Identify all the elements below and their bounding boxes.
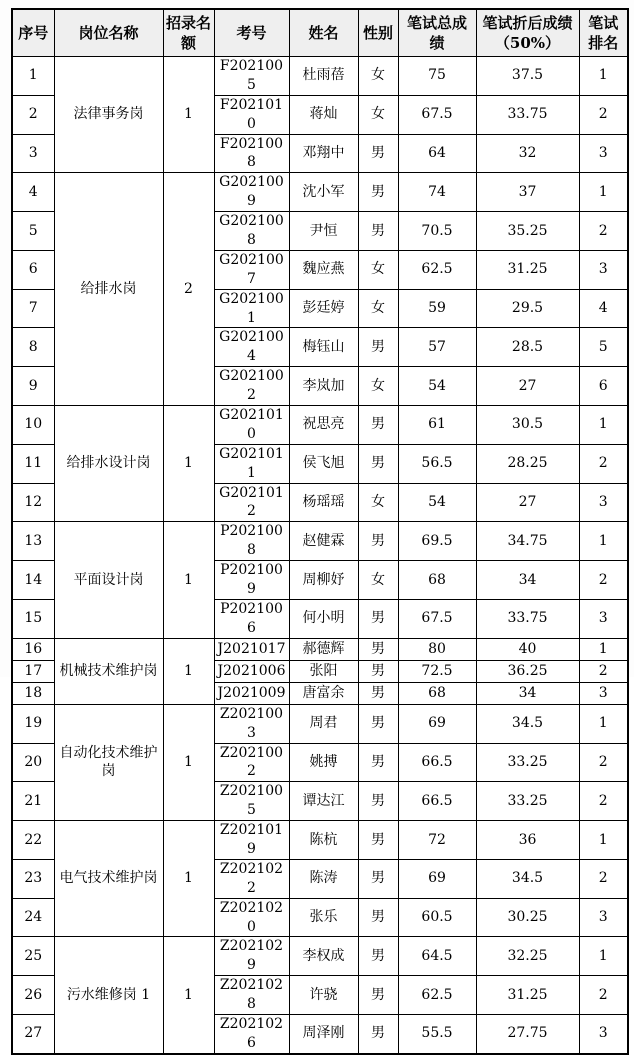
- exam-no-cell: F2021008: [214, 134, 289, 173]
- column-header-exam_no: 考号: [214, 9, 289, 57]
- column-header-position: 岗位名称: [54, 9, 163, 57]
- table-row: [12, 173, 628, 212]
- total-score-cell: 55.5: [398, 1014, 476, 1053]
- name-cell: 魏应燕: [289, 250, 358, 289]
- name-cell: 邓翔中: [289, 134, 358, 173]
- weighted-score-cell: 33.75: [476, 95, 579, 134]
- serial-cell: 10: [12, 406, 54, 445]
- gender-cell: 男: [358, 898, 398, 937]
- rank-cell: 4: [579, 289, 628, 328]
- exam-no-cell: Z2021020: [214, 898, 289, 937]
- exam-no-cell: Z2021026: [214, 1014, 289, 1053]
- gender-cell: 男: [358, 1014, 398, 1053]
- weighted-score-cell: 30.25: [476, 898, 579, 937]
- column-header-total_score: 笔试总成绩: [398, 9, 476, 57]
- quota-cell: 1: [163, 821, 214, 937]
- column-header-quota: 招录名额: [163, 9, 214, 57]
- gender-cell: 女: [358, 561, 398, 600]
- total-score-cell: 59: [398, 289, 476, 328]
- total-score-cell: 69: [398, 859, 476, 898]
- gender-cell: 男: [358, 638, 398, 660]
- column-header-gender: 性别: [358, 9, 398, 57]
- name-cell: 梅钰山: [289, 328, 358, 367]
- name-cell: 蒋灿: [289, 95, 358, 134]
- rank-cell: 2: [579, 212, 628, 251]
- name-cell: 周君: [289, 704, 358, 743]
- name-cell: 张乐: [289, 898, 358, 937]
- total-score-cell: 72.5: [398, 660, 476, 682]
- written-exam-score-table: [11, 8, 629, 1055]
- total-score-cell: 68: [398, 561, 476, 600]
- name-cell: 张阳: [289, 660, 358, 682]
- quota-cell: 1: [163, 57, 214, 173]
- total-score-cell: 80: [398, 638, 476, 660]
- name-cell: 何小明: [289, 599, 358, 638]
- position-cell: 平面设计岗: [54, 522, 163, 638]
- total-score-cell: 54: [398, 483, 476, 522]
- rank-cell: 1: [579, 57, 628, 96]
- name-cell: 周泽刚: [289, 1014, 358, 1053]
- quota-cell: 1: [163, 638, 214, 704]
- rank-cell: 6: [579, 367, 628, 406]
- serial-cell: 6: [12, 250, 54, 289]
- rank-cell: 1: [579, 937, 628, 976]
- rank-cell: 1: [579, 173, 628, 212]
- name-cell: 陈杭: [289, 821, 358, 860]
- serial-cell: 13: [12, 522, 54, 561]
- serial-cell: 2: [12, 95, 54, 134]
- total-score-cell: 62.5: [398, 976, 476, 1015]
- name-cell: 尹恒: [289, 212, 358, 251]
- serial-cell: 5: [12, 212, 54, 251]
- quota-cell: 2: [163, 173, 214, 406]
- exam-no-cell: Z2021022: [214, 859, 289, 898]
- weighted-score-cell: 34: [476, 561, 579, 600]
- weighted-score-cell: 37.5: [476, 57, 579, 96]
- exam-no-cell: Z2021005: [214, 782, 289, 821]
- total-score-cell: 64: [398, 134, 476, 173]
- gender-cell: 男: [358, 743, 398, 782]
- table-row: [12, 821, 628, 860]
- exam-no-cell: J2021017: [214, 638, 289, 660]
- exam-no-cell: Z2021019: [214, 821, 289, 860]
- name-cell: 赵健霖: [289, 522, 358, 561]
- weighted-score-cell: 34: [476, 682, 579, 704]
- weighted-score-cell: 34.75: [476, 522, 579, 561]
- name-cell: 沈小军: [289, 173, 358, 212]
- rank-cell: 3: [579, 599, 628, 638]
- weighted-score-cell: 40: [476, 638, 579, 660]
- serial-cell: 21: [12, 782, 54, 821]
- weighted-score-cell: 36: [476, 821, 579, 860]
- serial-cell: 15: [12, 599, 54, 638]
- quota-cell: 1: [163, 522, 214, 638]
- column-header-name: 姓名: [289, 9, 358, 57]
- gender-cell: 男: [358, 328, 398, 367]
- serial-cell: 14: [12, 561, 54, 600]
- name-cell: 李岚加: [289, 367, 358, 406]
- gender-cell: 男: [358, 660, 398, 682]
- total-score-cell: 69: [398, 704, 476, 743]
- rank-cell: 2: [579, 976, 628, 1015]
- weighted-score-cell: 32.25: [476, 937, 579, 976]
- total-score-cell: 66.5: [398, 743, 476, 782]
- exam-no-cell: G2021008: [214, 212, 289, 251]
- position-cell: 给排水岗: [54, 173, 163, 406]
- table-row: [12, 638, 628, 660]
- weighted-score-cell: 36.25: [476, 660, 579, 682]
- weighted-score-cell: 32: [476, 134, 579, 173]
- exam-no-cell: G2021007: [214, 250, 289, 289]
- gender-cell: 女: [358, 483, 398, 522]
- total-score-cell: 60.5: [398, 898, 476, 937]
- total-score-cell: 74: [398, 173, 476, 212]
- quota-cell: 1: [163, 406, 214, 522]
- weighted-score-cell: 31.25: [476, 976, 579, 1015]
- name-cell: 谭达江: [289, 782, 358, 821]
- weighted-score-cell: 37: [476, 173, 579, 212]
- serial-cell: 23: [12, 859, 54, 898]
- exam-no-cell: J2021009: [214, 682, 289, 704]
- gender-cell: 男: [358, 704, 398, 743]
- total-score-cell: 62.5: [398, 250, 476, 289]
- gender-cell: 男: [358, 406, 398, 445]
- gender-cell: 女: [358, 289, 398, 328]
- gender-cell: 男: [358, 522, 398, 561]
- rank-cell: 1: [579, 406, 628, 445]
- gender-cell: 男: [358, 212, 398, 251]
- serial-cell: 9: [12, 367, 54, 406]
- weighted-score-cell: 35.25: [476, 212, 579, 251]
- table-row: [12, 522, 628, 561]
- gender-cell: 男: [358, 976, 398, 1015]
- serial-cell: 17: [12, 660, 54, 682]
- total-score-cell: 75: [398, 57, 476, 96]
- exam-no-cell: G2021002: [214, 367, 289, 406]
- total-score-cell: 72: [398, 821, 476, 860]
- position-cell: 法律事务岗: [54, 57, 163, 173]
- name-cell: 姚搏: [289, 743, 358, 782]
- exam-no-cell: Z2021028: [214, 976, 289, 1015]
- column-header-weighted_score: 笔试折后成绩（50%）: [476, 9, 579, 57]
- exam-no-cell: P2021009: [214, 561, 289, 600]
- exam-no-cell: P2021006: [214, 599, 289, 638]
- serial-cell: 7: [12, 289, 54, 328]
- total-score-cell: 66.5: [398, 782, 476, 821]
- weighted-score-cell: 33.75: [476, 599, 579, 638]
- rank-cell: 3: [579, 483, 628, 522]
- table-row: [12, 704, 628, 743]
- weighted-score-cell: 34.5: [476, 704, 579, 743]
- name-cell: 陈涛: [289, 859, 358, 898]
- position-cell: 机械技术维护岗: [54, 638, 163, 704]
- table-body: [12, 57, 628, 1054]
- gender-cell: 男: [358, 173, 398, 212]
- weighted-score-cell: 33.25: [476, 743, 579, 782]
- exam-no-cell: G2021001: [214, 289, 289, 328]
- weighted-score-cell: 34.5: [476, 859, 579, 898]
- exam-no-cell: G2021011: [214, 444, 289, 483]
- name-cell: 侯飞旭: [289, 444, 358, 483]
- gender-cell: 男: [358, 782, 398, 821]
- weighted-score-cell: 27: [476, 483, 579, 522]
- serial-cell: 24: [12, 898, 54, 937]
- name-cell: 许骁: [289, 976, 358, 1015]
- rank-cell: 2: [579, 743, 628, 782]
- rank-cell: 3: [579, 1014, 628, 1053]
- rank-cell: 3: [579, 250, 628, 289]
- gender-cell: 男: [358, 682, 398, 704]
- gender-cell: 男: [358, 599, 398, 638]
- weighted-score-cell: 27: [476, 367, 579, 406]
- name-cell: 唐富余: [289, 682, 358, 704]
- rank-cell: 5: [579, 328, 628, 367]
- name-cell: 彭廷婷: [289, 289, 358, 328]
- column-header-serial: 序号: [12, 9, 54, 57]
- table-header: [12, 9, 628, 57]
- total-score-cell: 61: [398, 406, 476, 445]
- weighted-score-cell: 27.75: [476, 1014, 579, 1053]
- gender-cell: 女: [358, 250, 398, 289]
- total-score-cell: 67.5: [398, 599, 476, 638]
- gender-cell: 男: [358, 821, 398, 860]
- total-score-cell: 64.5: [398, 937, 476, 976]
- rank-cell: 3: [579, 682, 628, 704]
- quota-cell: 1: [163, 937, 214, 1054]
- rank-cell: 3: [579, 134, 628, 173]
- weighted-score-cell: 28.25: [476, 444, 579, 483]
- gender-cell: 男: [358, 134, 398, 173]
- total-score-cell: 67.5: [398, 95, 476, 134]
- rank-cell: 1: [579, 522, 628, 561]
- exam-no-cell: G2021010: [214, 406, 289, 445]
- position-cell: 自动化技术维护岗: [54, 704, 163, 820]
- exam-no-cell: Z2021002: [214, 743, 289, 782]
- weighted-score-cell: 29.5: [476, 289, 579, 328]
- exam-no-cell: J2021006: [214, 660, 289, 682]
- exam-no-cell: G2021012: [214, 483, 289, 522]
- gender-cell: 女: [358, 95, 398, 134]
- serial-cell: 3: [12, 134, 54, 173]
- rank-cell: 2: [579, 95, 628, 134]
- table-row: [12, 406, 628, 445]
- rank-cell: 2: [579, 660, 628, 682]
- name-cell: 李权成: [289, 937, 358, 976]
- exam-no-cell: G2021004: [214, 328, 289, 367]
- serial-cell: 4: [12, 173, 54, 212]
- serial-cell: 22: [12, 821, 54, 860]
- weighted-score-cell: 28.5: [476, 328, 579, 367]
- position-cell: 给排水设计岗: [54, 406, 163, 522]
- serial-cell: 18: [12, 682, 54, 704]
- total-score-cell: 68: [398, 682, 476, 704]
- total-score-cell: 57: [398, 328, 476, 367]
- table-header-row: [12, 9, 628, 57]
- gender-cell: 男: [358, 859, 398, 898]
- total-score-cell: 70.5: [398, 212, 476, 251]
- total-score-cell: 56.5: [398, 444, 476, 483]
- rank-cell: 1: [579, 638, 628, 660]
- rank-cell: 1: [579, 704, 628, 743]
- serial-cell: 12: [12, 483, 54, 522]
- total-score-cell: 69.5: [398, 522, 476, 561]
- weighted-score-cell: 33.25: [476, 782, 579, 821]
- serial-cell: 19: [12, 704, 54, 743]
- serial-cell: 25: [12, 937, 54, 976]
- serial-cell: 20: [12, 743, 54, 782]
- name-cell: 杜雨蓓: [289, 57, 358, 96]
- column-header-rank: 笔试排名: [579, 9, 628, 57]
- rank-cell: 2: [579, 561, 628, 600]
- gender-cell: 男: [358, 937, 398, 976]
- weighted-score-cell: 30.5: [476, 406, 579, 445]
- table-row: [12, 57, 628, 96]
- total-score-cell: 54: [398, 367, 476, 406]
- exam-no-cell: F2021005: [214, 57, 289, 96]
- name-cell: 杨瑶瑶: [289, 483, 358, 522]
- position-cell: 电气技术维护岗: [54, 821, 163, 937]
- table-row: [12, 937, 628, 976]
- serial-cell: 8: [12, 328, 54, 367]
- rank-cell: 1: [579, 821, 628, 860]
- gender-cell: 女: [358, 367, 398, 406]
- rank-cell: 2: [579, 782, 628, 821]
- serial-cell: 27: [12, 1014, 54, 1053]
- serial-cell: 16: [12, 638, 54, 660]
- name-cell: 周柳妤: [289, 561, 358, 600]
- exam-no-cell: P2021008: [214, 522, 289, 561]
- gender-cell: 男: [358, 444, 398, 483]
- serial-cell: 11: [12, 444, 54, 483]
- name-cell: 祝思亮: [289, 406, 358, 445]
- quota-cell: 1: [163, 704, 214, 820]
- position-cell: 污水维修岗 1: [54, 937, 163, 1054]
- exam-no-cell: G2021009: [214, 173, 289, 212]
- serial-cell: 26: [12, 976, 54, 1015]
- gender-cell: 女: [358, 57, 398, 96]
- exam-no-cell: Z2021003: [214, 704, 289, 743]
- serial-cell: 1: [12, 57, 54, 96]
- rank-cell: 3: [579, 898, 628, 937]
- exam-no-cell: Z2021029: [214, 937, 289, 976]
- rank-cell: 2: [579, 444, 628, 483]
- rank-cell: 2: [579, 859, 628, 898]
- weighted-score-cell: 31.25: [476, 250, 579, 289]
- exam-no-cell: F2021010: [214, 95, 289, 134]
- name-cell: 郝德辉: [289, 638, 358, 660]
